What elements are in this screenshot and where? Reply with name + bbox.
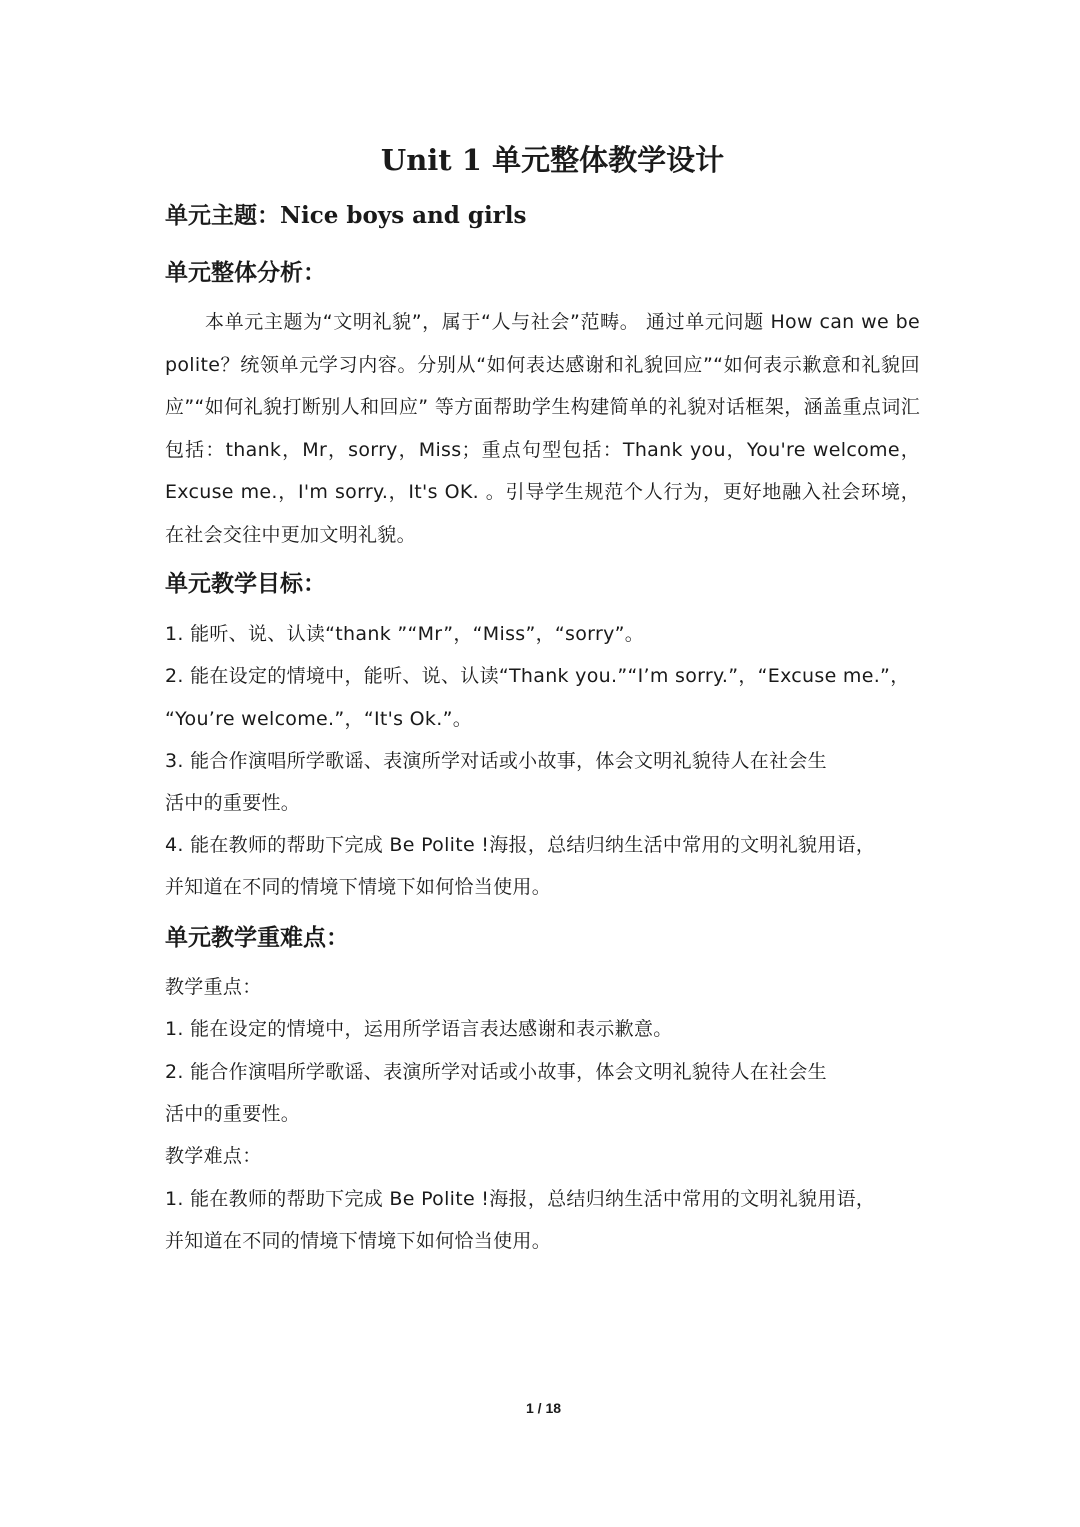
analysis-paragraph: 本单元主题为“文明礼貌”，属于“人与社会”范畴。 通过单元问题 How can we be polite？统领单元学习内容。分别从“如何表达感谢和礼貌回应”“如何表示歉意和礼貌回应”“如何礼貌打断别人和回应” 等方面帮助学生构建简单的礼貌对话框架，涵盖重点词汇包括：thank，Mr，sorry，Miss；重点句型包括：Thank you，You're welcome，Excuse me.，I'm sorry.，It's OK. 。引导学生规范个人行为，更好地融入社会环境，在社会交往中更加文明礼貌。 [165, 311, 920, 546]
goal-line: 4. 能在教师的帮助下完成 Be Polite !海报，总结归纳生活中常用的文明礼貌用语， [165, 834, 876, 856]
unit-theme-heading: 单元主题：Nice boys and girls [165, 202, 527, 229]
focus-line: 活中的重要性。 [165, 1103, 301, 1125]
goal-line: 2. 能在设定的情境中，能听、说、认读“Thank you.”“I’m sorry.”，“Excuse me.”， [165, 665, 910, 687]
goal-line: 并知道在不同的情境下情境下如何恰当使用。 [165, 876, 552, 898]
focus-line: 2. 能合作演唱所学歌谣、表演所学对话或小故事，体会文明礼貌待人在社会生 [165, 1061, 827, 1083]
goal-line: 3. 能合作演唱所学歌谣、表演所学对话或小故事，体会文明礼貌待人在社会生 [165, 750, 827, 772]
goal-line: “You’re welcome.”，“It's Ok.”。 [165, 708, 473, 730]
focus-label: 教学重点： [165, 976, 262, 998]
difficulty-line: 1. 能在教师的帮助下完成 Be Polite !海报，总结归纳生活中常用的文明礼貌用语， [165, 1188, 876, 1210]
focus-line: 1. 能在设定的情境中，运用所学语言表达感谢和表示歉意。 [165, 1018, 673, 1040]
difficulty-line: 并知道在不同的情境下情境下如何恰当使用。 [165, 1230, 552, 1252]
document-title: Unit 1 单元整体教学设计 [380, 143, 725, 177]
goals-heading: 单元教学目标： [165, 570, 326, 597]
analysis-heading: 单元整体分析： [165, 259, 326, 286]
goal-line: 1. 能听、说、认读“thank ”“Mr”，“Miss”，“sorry”。 [165, 623, 645, 645]
page-number: 1 / 18 [525, 1400, 562, 1416]
goal-line: 活中的重要性。 [165, 792, 301, 814]
keypoints-heading: 单元教学重难点： [165, 924, 349, 951]
difficulty-label: 教学难点： [165, 1145, 262, 1167]
